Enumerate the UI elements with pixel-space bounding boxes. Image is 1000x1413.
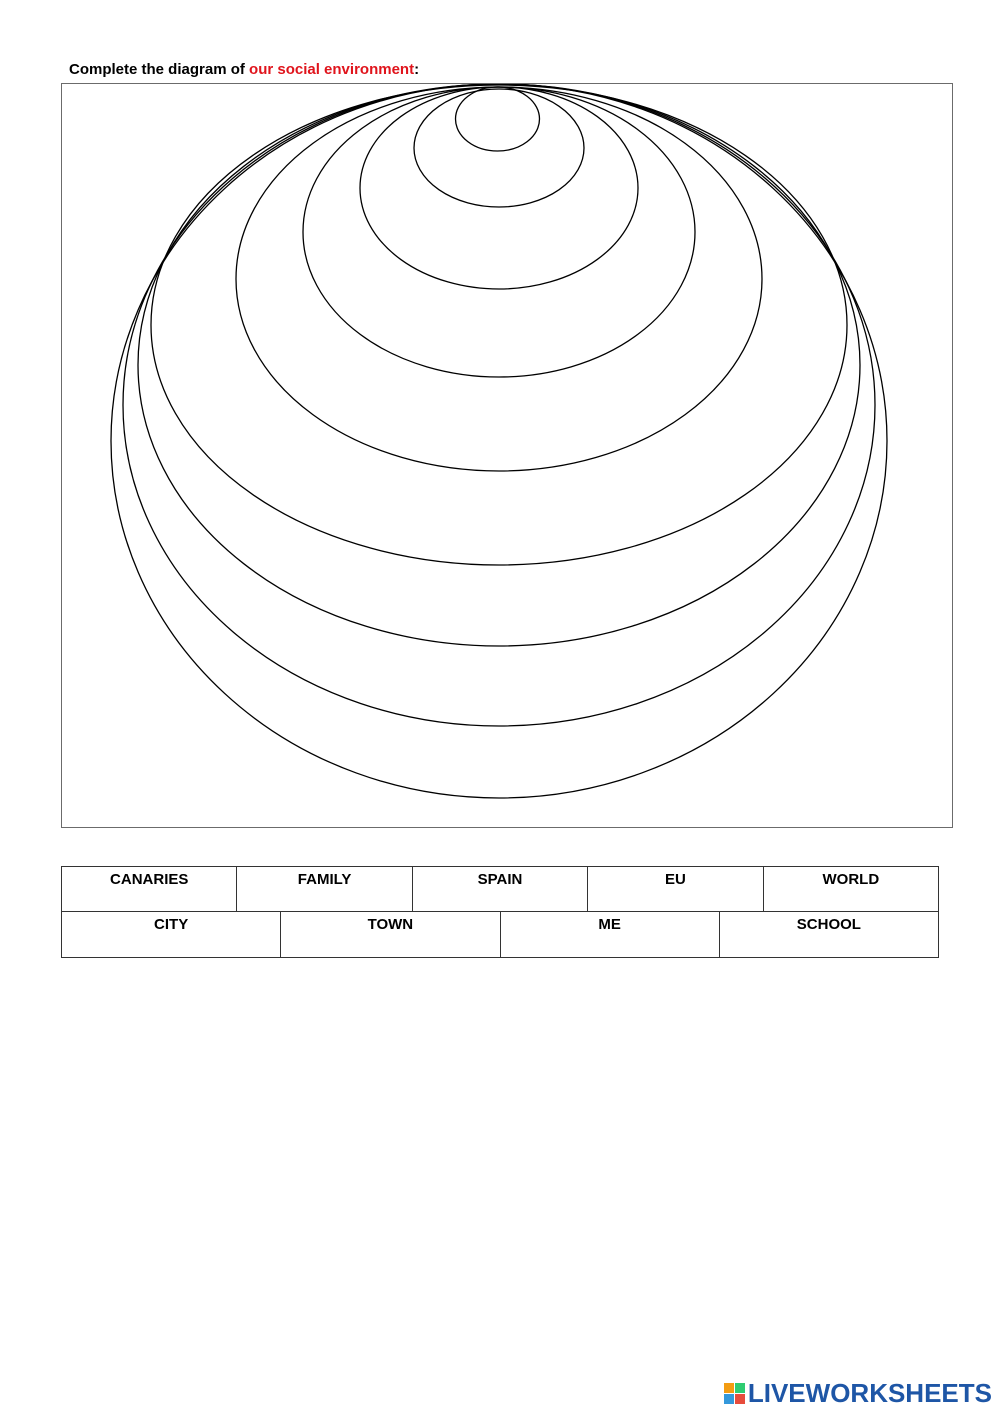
ring-4[interactable]: [303, 87, 695, 377]
word-school[interactable]: SCHOOL: [796, 916, 861, 933]
ring-3[interactable]: [360, 87, 638, 289]
word-bank-row-1: [61, 866, 939, 912]
ring-2[interactable]: [414, 89, 584, 207]
ring-5[interactable]: [236, 87, 762, 471]
word-bank-table: [61, 866, 939, 958]
ring-7[interactable]: [138, 84, 860, 646]
word-town[interactable]: TOWN: [281, 912, 500, 957]
instruction-highlight: our social environment: [249, 61, 415, 78]
instruction-suffix: :: [414, 61, 420, 78]
ring-9[interactable]: [111, 84, 887, 798]
brand-footer: [724, 1378, 992, 1409]
ring-1[interactable]: [456, 87, 540, 151]
instruction: [69, 61, 419, 78]
word-me[interactable]: ME: [501, 912, 720, 957]
brand-name: LIVEWORKSHEETS: [747, 1378, 992, 1408]
word-spain[interactable]: SPAIN: [413, 867, 588, 911]
concentric-rings-diagram: [62, 84, 954, 829]
word-family[interactable]: FAMILY: [237, 867, 412, 911]
word-eu[interactable]: EU: [588, 867, 763, 911]
word-canaries[interactable]: CANARIES: [62, 867, 237, 911]
instruction-prefix: Complete the diagram of: [69, 61, 250, 78]
word-city[interactable]: CITY: [62, 912, 281, 957]
word-bank-row-2: [61, 912, 939, 958]
word-world[interactable]: WORLD: [822, 871, 880, 888]
ring-8[interactable]: [123, 84, 875, 726]
liveworksheets-logo-icon: [724, 1383, 745, 1404]
diagram-box: [61, 83, 953, 828]
